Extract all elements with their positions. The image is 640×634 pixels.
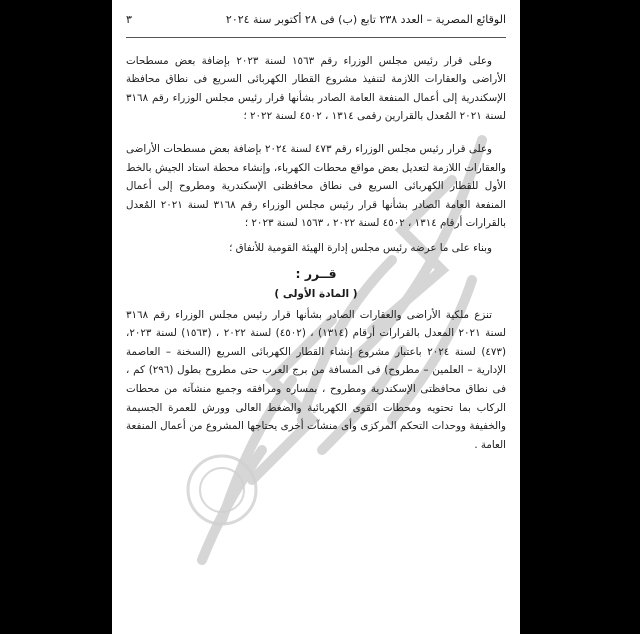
document-content — [126, 0, 506, 634]
dark-background-left — [0, 0, 112, 634]
header-divider — [126, 37, 506, 38]
document-page — [112, 0, 520, 634]
page-number: ٣ — [126, 13, 132, 26]
dark-background-right — [520, 0, 640, 634]
page-header — [126, 0, 506, 30]
article-title: ( المادة الأولى ) — [274, 287, 358, 300]
article-text: تنزع ملكية الأراضى والعقارات الصادر بشأنها قرار رئيس مجلس الوزراء رقم ٣١٦٨ لسنة ٢٠٢١ المعدل بالقرارات أرقام (١٣١٤) ، (٤٥٠٢) لسنة ٢٠٢٢ ، (١٥٦٣) لسنة ٢٠٢٣، (٤٧٣) لسنة ٢٠٢٤ باعتبار مشروع إنشاء القطار الكهربائى السريع (السخنة – العاصمة الإدارية – العلمين – مطروح) فى المسافة من برج العرب حتى مطروح بطول (٢٩٦) كم ، فى نطاق محافظتى الإسكندرية ومطروح ، بمساره ومرافقه وجميع منشآته من محطات الركاب بما تحتويه ومحطات القوى الكهربائية والضغط العالى وورش للعمرة الجسيمة والخفيفة ووحدات التحكم المركزى وأى منشآت أخرى يحتاجها المشروع من أعمال المنفعة العامة . — [126, 308, 507, 451]
paragraph-2: وعلى قرار رئيس مجلس الوزراء رقم ٤٧٣ لسنة ٢٠٢٤ بإضافة بعض مسطحات الأراضى والعقارات اللازمة لتعديل بعض مواقع محطات الكهرباء، وإنشاء محطة استاد الجيش بالخط الأول للقطار الكهربائى السريع فى نطاق محافظتى الإسكندرية ومطروح إلى أعمال المنفعة العامة الصادر بشأنها قرار رئيس مجلس الوزراء رقم ٣١٦٨ لسنة ٢٠٢١ المُعدل بالقرارات أرقام ١٣١٤ ، ٤٥٠٢ لسنة ٢٠٢٢ ، ١٥٦٣ لسنة ٢٠٢٣ ؛ — [126, 142, 507, 230]
header-title: الوقائع المصرية – العدد ٢٣٨ تابع (ب) فى ٢٨ أكتوبر سنة ٢٠٢٤ — [225, 13, 506, 26]
decision-heading: قــرر : — [295, 265, 337, 281]
paragraph-1: وعلى قرار رئيس مجلس الوزراء رقم ١٥٦٣ لسنة ٢٠٢٣ بإضافة بعض مسطحات الأراضى والعقارات اللازمة لتنفيذ مشروع القطار الكهربائى السريع فى نطاق محافظة الإسكندرية إلى أعمال المنفعة العامة الصادر بشأنها قرار رئيس مجلس الوزراء رقم ٣١٦٨ لسنة ٢٠٢١ المُعدل بالقرارين رقمى ١٣١٤ ، ٤٥٠٢ لسنة ٢٠٢٢ ؛ — [126, 54, 506, 123]
paragraph-3: وبناء على ما عرضه رئيس مجلس إدارة الهيئة القومية للأنفاق ؛ — [229, 241, 492, 254]
